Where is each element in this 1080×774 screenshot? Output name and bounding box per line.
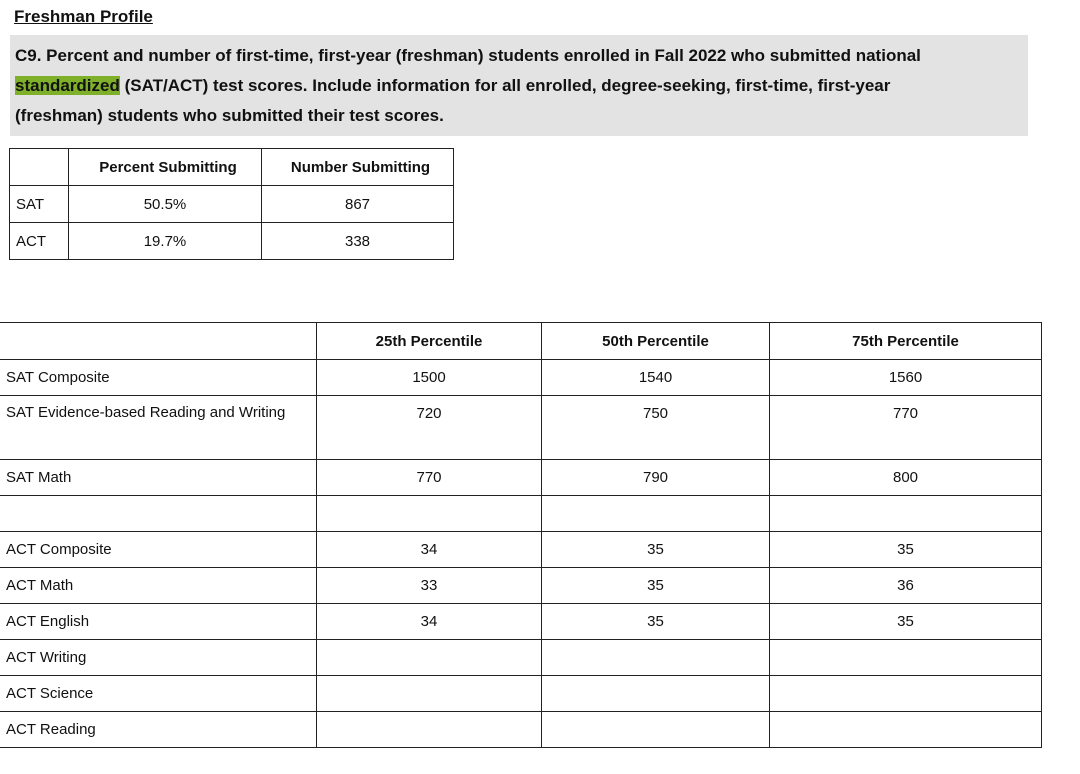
score-label: ACT Writing	[0, 640, 317, 676]
question-line-3: (freshman) students who submitted their test scores.	[15, 106, 444, 125]
p50-value	[542, 676, 770, 712]
score-label: ACT English	[0, 604, 317, 640]
p25-value: 720	[317, 396, 542, 460]
p75-value	[770, 640, 1042, 676]
p50-value	[542, 496, 770, 532]
table-row	[0, 460, 1042, 496]
header-75th-percentile: 75th Percentile	[770, 323, 1042, 360]
table-row	[0, 712, 1042, 748]
p50-value: 35	[542, 604, 770, 640]
score-label: SAT Evidence-based Reading and Writing	[0, 396, 317, 460]
percentile-table	[0, 322, 1042, 748]
header-cell-blank	[0, 323, 317, 360]
p75-value	[770, 496, 1042, 532]
test-name: SAT	[10, 186, 69, 223]
p75-value: 770	[770, 396, 1042, 460]
p50-value: 35	[542, 532, 770, 568]
p75-value: 1560	[770, 360, 1042, 396]
percentile-header-row	[0, 323, 1042, 360]
highlighted-word: standardized	[15, 76, 120, 95]
p25-value: 1500	[317, 360, 542, 396]
number-submitting: 338	[262, 223, 454, 260]
p75-value	[770, 676, 1042, 712]
table-row	[10, 223, 454, 260]
question-text	[10, 35, 1028, 136]
table-row	[0, 604, 1042, 640]
question-line-2	[15, 71, 1022, 101]
test-name: ACT	[10, 223, 69, 260]
section-title: Freshman Profile	[14, 7, 153, 26]
submission-table	[9, 148, 454, 260]
p25-value	[317, 712, 542, 748]
p75-value: 35	[770, 604, 1042, 640]
p25-value: 770	[317, 460, 542, 496]
p75-value: 800	[770, 460, 1042, 496]
score-label: ACT Composite	[0, 532, 317, 568]
table-row	[0, 568, 1042, 604]
score-label: ACT Science	[0, 676, 317, 712]
submission-header-row	[10, 149, 454, 186]
p50-value: 750	[542, 396, 770, 460]
table-row	[0, 360, 1042, 396]
p50-value: 790	[542, 460, 770, 496]
header-number-submitting: Number Submitting	[262, 149, 454, 186]
p50-value	[542, 712, 770, 748]
header-cell-blank	[10, 149, 69, 186]
table-row	[0, 532, 1042, 568]
p50-value	[542, 640, 770, 676]
p75-value: 36	[770, 568, 1042, 604]
score-label	[0, 496, 317, 532]
table-row	[0, 396, 1042, 460]
p25-value	[317, 676, 542, 712]
percent-submitting: 50.5%	[69, 186, 262, 223]
p50-value: 35	[542, 568, 770, 604]
p25-value: 33	[317, 568, 542, 604]
table-row	[0, 496, 1042, 532]
header-50th-percentile: 50th Percentile	[542, 323, 770, 360]
p25-value: 34	[317, 532, 542, 568]
p25-value	[317, 496, 542, 532]
table-row	[10, 186, 454, 223]
p75-value: 35	[770, 532, 1042, 568]
score-label: SAT Composite	[0, 360, 317, 396]
p50-value: 1540	[542, 360, 770, 396]
table-row	[0, 676, 1042, 712]
percent-submitting: 19.7%	[69, 223, 262, 260]
p25-value: 34	[317, 604, 542, 640]
score-label: SAT Math	[0, 460, 317, 496]
score-label: ACT Math	[0, 568, 317, 604]
score-label: ACT Reading	[0, 712, 317, 748]
p25-value	[317, 640, 542, 676]
table-row	[0, 640, 1042, 676]
header-25th-percentile: 25th Percentile	[317, 323, 542, 360]
question-line-1: C9. Percent and number of first-time, first-year (freshman) students enrolled in Fall 2022 who submitted national	[15, 46, 921, 65]
number-submitting: 867	[262, 186, 454, 223]
question-line-2-rest: (SAT/ACT) test scores. Include information for all enrolled, degree-seeking, first-time, first-year	[119, 76, 891, 95]
p75-value	[770, 712, 1042, 748]
header-percent-submitting: Percent Submitting	[69, 149, 262, 186]
